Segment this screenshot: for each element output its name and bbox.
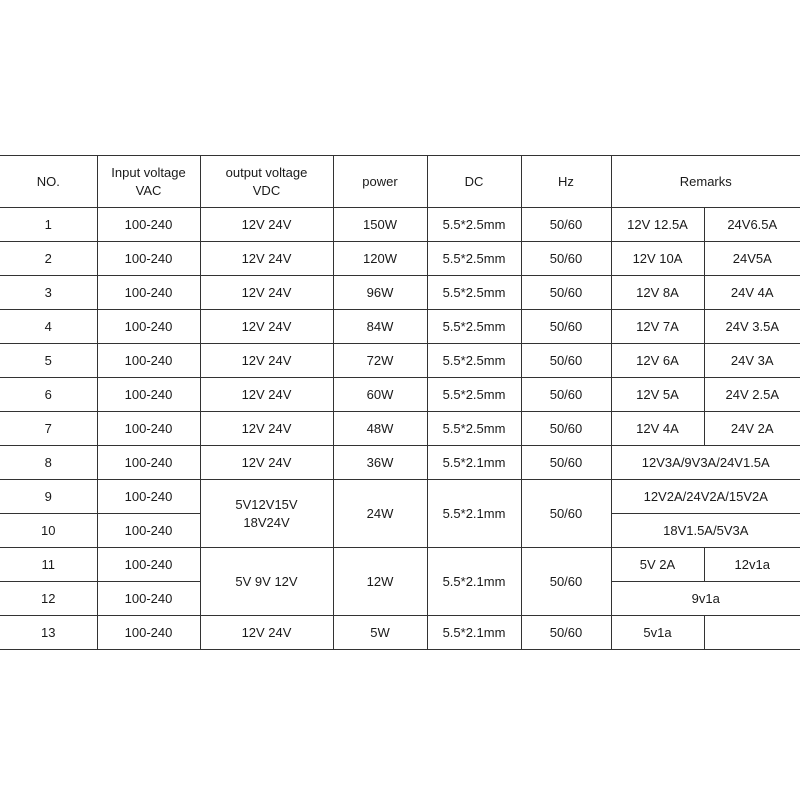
cell-remark: 18V1.5A/5V3A [611, 514, 800, 548]
cell-input: 100-240 [97, 446, 200, 480]
header-dc: DC [427, 156, 521, 208]
cell-power: 96W [333, 276, 427, 310]
cell-remark-a: 5v1a [611, 616, 704, 650]
cell-output: 5V 9V 12V [200, 548, 333, 616]
cell-input: 100-240 [97, 276, 200, 310]
cell-power: 60W [333, 378, 427, 412]
cell-remark-a: 5V 2A [611, 548, 704, 582]
cell-remark-b: 12v1a [704, 548, 800, 582]
cell-input: 100-240 [97, 548, 200, 582]
cell-no: 4 [0, 310, 97, 344]
cell-dc: 5.5*2.5mm [427, 378, 521, 412]
cell-dc: 5.5*2.1mm [427, 616, 521, 650]
cell-hz: 50/60 [521, 616, 611, 650]
cell-no: 10 [0, 514, 97, 548]
header-no: NO. [0, 156, 97, 208]
cell-output: 12V 24V [200, 344, 333, 378]
header-row [0, 156, 800, 208]
cell-remark-b [704, 616, 800, 650]
cell-hz: 50/60 [521, 344, 611, 378]
cell-power: 12W [333, 548, 427, 616]
cell-output: 12V 24V [200, 616, 333, 650]
cell-remark: 12V3A/9V3A/24V1.5A [611, 446, 800, 480]
cell-input: 100-240 [97, 616, 200, 650]
cell-remark-a: 12V 4A [611, 412, 704, 446]
cell-output: 12V 24V [200, 378, 333, 412]
cell-output: 12V 24V [200, 242, 333, 276]
cell-hz: 50/60 [521, 208, 611, 242]
cell-input: 100-240 [97, 344, 200, 378]
cell-no: 6 [0, 378, 97, 412]
power-adapter-spec-table [0, 155, 800, 650]
cell-output-line1: 5V12V15V [235, 496, 298, 512]
header-input-voltage [97, 156, 200, 208]
cell-hz: 50/60 [521, 310, 611, 344]
cell-no: 8 [0, 446, 97, 480]
cell-no: 5 [0, 344, 97, 378]
cell-no: 2 [0, 242, 97, 276]
cell-dc: 5.5*2.1mm [427, 548, 521, 616]
header-hz: Hz [521, 156, 611, 208]
cell-input: 100-240 [97, 514, 200, 548]
table-row [0, 276, 800, 310]
cell-dc: 5.5*2.5mm [427, 242, 521, 276]
table-row [0, 378, 800, 412]
cell-no: 11 [0, 548, 97, 582]
cell-remark: 12V2A/24V2A/15V2A [611, 480, 800, 514]
cell-no: 7 [0, 412, 97, 446]
header-input-line2: VAC [135, 182, 162, 198]
table-row [0, 242, 800, 276]
table-row [0, 412, 800, 446]
cell-output: 12V 24V [200, 208, 333, 242]
cell-remark-a: 12V 7A [611, 310, 704, 344]
cell-output: 12V 24V [200, 446, 333, 480]
cell-input: 100-240 [97, 582, 200, 616]
cell-hz: 50/60 [521, 446, 611, 480]
cell-power: 120W [333, 242, 427, 276]
cell-output: 12V 24V [200, 412, 333, 446]
cell-remark-a: 12V 12.5A [611, 208, 704, 242]
cell-dc: 5.5*2.5mm [427, 208, 521, 242]
table-row [0, 208, 800, 242]
cell-dc: 5.5*2.1mm [427, 446, 521, 480]
cell-power: 48W [333, 412, 427, 446]
cell-power: 5W [333, 616, 427, 650]
cell-input: 100-240 [97, 412, 200, 446]
cell-power: 72W [333, 344, 427, 378]
cell-no: 1 [0, 208, 97, 242]
cell-output: 12V 24V [200, 276, 333, 310]
cell-output-line2: 18V24V [243, 514, 290, 530]
cell-power: 84W [333, 310, 427, 344]
header-output-voltage [200, 156, 333, 208]
cell-remark-a: 12V 6A [611, 344, 704, 378]
header-remarks: Remarks [611, 156, 800, 208]
cell-input: 100-240 [97, 242, 200, 276]
cell-remark-b: 24V 2A [704, 412, 800, 446]
cell-dc: 5.5*2.5mm [427, 310, 521, 344]
cell-remark-b: 24V5A [704, 242, 800, 276]
table-row [0, 480, 800, 514]
cell-no: 13 [0, 616, 97, 650]
cell-input: 100-240 [97, 310, 200, 344]
cell-power: 36W [333, 446, 427, 480]
cell-remark-a: 12V 10A [611, 242, 704, 276]
cell-dc: 5.5*2.5mm [427, 276, 521, 310]
cell-hz: 50/60 [521, 548, 611, 616]
cell-remark-b: 24V6.5A [704, 208, 800, 242]
cell-power: 150W [333, 208, 427, 242]
cell-no: 12 [0, 582, 97, 616]
cell-remark-b: 24V 4A [704, 276, 800, 310]
cell-remark-b: 24V 3A [704, 344, 800, 378]
cell-input: 100-240 [97, 208, 200, 242]
table-row [0, 310, 800, 344]
cell-no: 9 [0, 480, 97, 514]
cell-hz: 50/60 [521, 378, 611, 412]
cell-no: 3 [0, 276, 97, 310]
cell-hz: 50/60 [521, 480, 611, 548]
cell-output [200, 480, 333, 548]
cell-input: 100-240 [97, 378, 200, 412]
cell-dc: 5.5*2.1mm [427, 480, 521, 548]
cell-hz: 50/60 [521, 276, 611, 310]
cell-hz: 50/60 [521, 412, 611, 446]
cell-remark-a: 12V 8A [611, 276, 704, 310]
cell-power: 24W [333, 480, 427, 548]
table-row [0, 548, 800, 582]
cell-dc: 5.5*2.5mm [427, 344, 521, 378]
cell-hz: 50/60 [521, 242, 611, 276]
cell-remark-a: 12V 5A [611, 378, 704, 412]
header-input-line1: Input voltage [111, 164, 186, 180]
cell-dc: 5.5*2.5mm [427, 412, 521, 446]
cell-remark: 9v1a [611, 582, 800, 616]
header-output-line1: output voltage [225, 164, 308, 180]
header-output-line2: VDC [252, 182, 281, 198]
cell-remark-b: 24V 3.5A [704, 310, 800, 344]
cell-remark-b: 24V 2.5A [704, 378, 800, 412]
table-row [0, 446, 800, 480]
cell-output: 12V 24V [200, 310, 333, 344]
table-row [0, 344, 800, 378]
cell-input: 100-240 [97, 480, 200, 514]
table-row [0, 616, 800, 650]
header-power: power [333, 156, 427, 208]
